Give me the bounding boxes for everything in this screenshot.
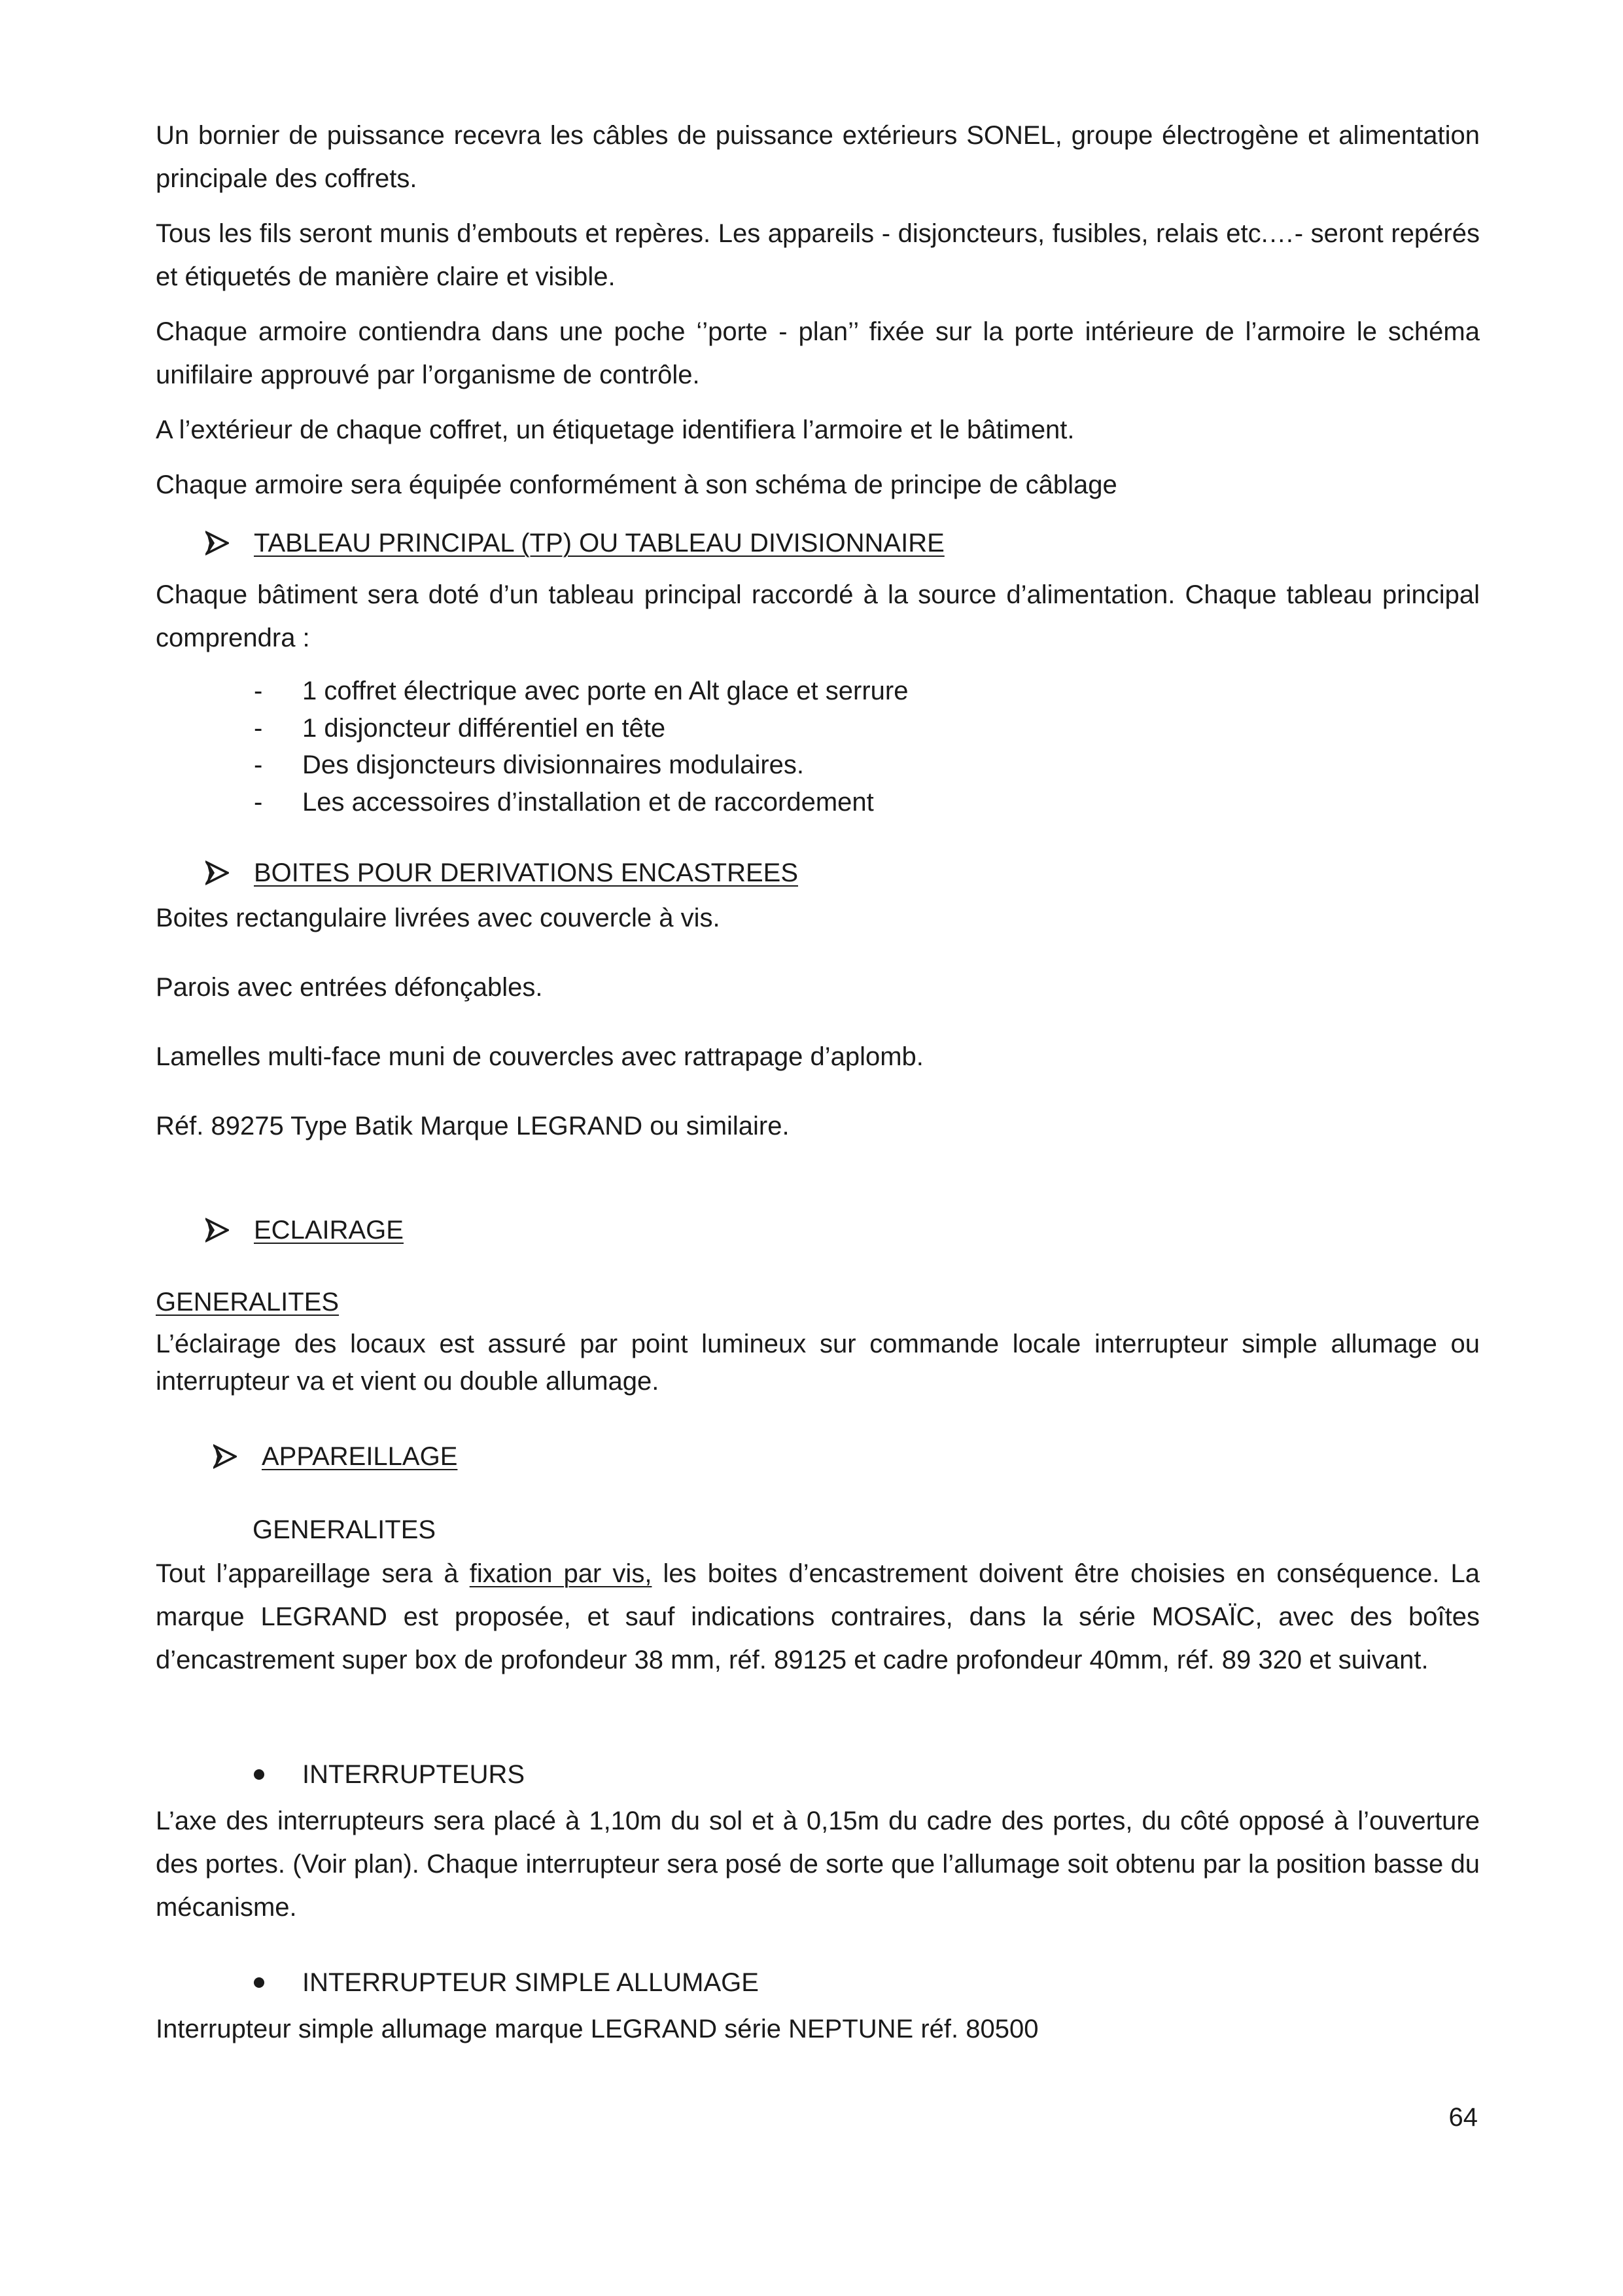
- arrowhead-bullet-icon: [205, 530, 229, 556]
- subheading-generalites-eclairage: GENERALITES: [156, 1288, 340, 1316]
- paragraph-fils: Tous les fils seront munis d’embouts et repères. Les appareils - disjoncteurs, fusibles, relais etc.…- seront repérés et étiquetés de manière claire et visible.: [156, 219, 1480, 291]
- paragraph-interrupteur-simple: Interrupteur simple allumage marque LEGRAND série NEPTUNE réf. 80500: [156, 2015, 1039, 2043]
- paragraph-armoire-schema: Chaque armoire contiendra dans une poche ‘’porte - plan’’ fixée sur la porte intérieure de l’armoire le schéma unifilaire approuvé par l’organisme de contrôle.: [156, 317, 1480, 389]
- paragraph-boites-2: Parois avec entrées défonçables.: [156, 973, 543, 1002]
- heading-appareillage: [213, 1437, 457, 1476]
- list-item: - Des disjoncteurs divisionnaires modulaires.: [254, 751, 805, 779]
- heading-label: TABLEAU PRINCIPAL (TP) OU TABLEAU DIVISIONNAIRE: [254, 529, 945, 557]
- page-number: 64: [1448, 2103, 1478, 2132]
- bullet-interrupteur-simple: [254, 1963, 759, 2002]
- heading-tableau-principal: [205, 523, 945, 563]
- heading-label: BOITES POUR DERIVATIONS ENCASTREES: [254, 858, 798, 887]
- heading-eclairage: [205, 1210, 404, 1250]
- heading-label: ECLAIRAGE: [254, 1216, 404, 1245]
- tableau-items-list: [254, 673, 908, 821]
- paragraph-eclairage: L’éclairage des locaux est assuré par point lumineux sur commande locale interrupteur simple allumage ou interrupteur va et vient ou double allumage.: [156, 1330, 1480, 1396]
- filled-circle-bullet-icon: [254, 1977, 264, 1988]
- paragraph-etiquetage: A l’extérieur de chaque coffret, un étiquetage identifiera l’armoire et le bâtiment.: [156, 415, 1075, 444]
- paragraph-boites-4: Réf. 89275 Type Batik Marque LEGRAND ou similaire.: [156, 1112, 790, 1140]
- paragraph-boites-1: Boites rectangulaire livrées avec couvercle à vis.: [156, 904, 720, 932]
- subheading-generalites-appareillage: GENERALITES: [253, 1515, 436, 1544]
- bullet-label: INTERRUPTEURS: [302, 1760, 525, 1789]
- list-item: - Les accessoires d’installation et de raccordement: [254, 787, 874, 817]
- arrowhead-bullet-icon: [205, 1217, 229, 1243]
- list-item: - 1 coffret électrique avec porte en Alt glace et serrure: [254, 677, 909, 705]
- bullet-label: INTERRUPTEUR SIMPLE ALLUMAGE: [302, 1968, 759, 1997]
- filled-circle-bullet-icon: [254, 1769, 264, 1780]
- paragraph-interrupteurs: L’axe des interrupteurs sera placé à 1,10m du sol et à 0,15m du cadre des portes, du côté opposé à l’ouverture des portes. (Voir plan). Chaque interrupteur sera posé de sorte que l’allumage soit obtenu par la position basse du mécanisme.: [156, 1807, 1480, 1922]
- list-item: - 1 disjoncteur différentiel en tête: [254, 713, 666, 743]
- paragraph-bornier: Un bornier de puissance recevra les câbles de puissance extérieurs SONEL, groupe électrogène et alimentation principale des coffrets.: [156, 121, 1480, 193]
- heading-label: APPAREILLAGE: [262, 1442, 458, 1471]
- paragraph-cablage: Chaque armoire sera équipée conformément à son schéma de principe de câblage: [156, 470, 1117, 499]
- paragraph-boites-3: Lamelles multi-face muni de couvercles avec rattrapage d’aplomb.: [156, 1042, 924, 1071]
- heading-boites: [205, 853, 798, 892]
- arrowhead-bullet-icon: [213, 1443, 237, 1470]
- bullet-interrupteurs: [254, 1755, 525, 1794]
- paragraph-tableau-intro: Chaque bâtiment sera doté d’un tableau principal raccordé à la source d’alimentation. Chaque tableau principal comprendra :: [156, 580, 1480, 652]
- paragraph-appareillage: Tout l’appareillage sera à fixation par vis, les boites d’encastrement doivent être choisies en conséquence. La marque LEGRAND est proposée, et sauf indications contraires, dans la série MOSAÏC, avec des boîtes d’encastrement super box de profondeur 38 mm, réf. 89125 et cadre profondeur 40mm, réf. 89 320 et suivant.: [156, 1559, 1480, 1674]
- underlined-phrase: fixation par vis,: [469, 1559, 652, 1588]
- arrowhead-bullet-icon: [205, 860, 229, 886]
